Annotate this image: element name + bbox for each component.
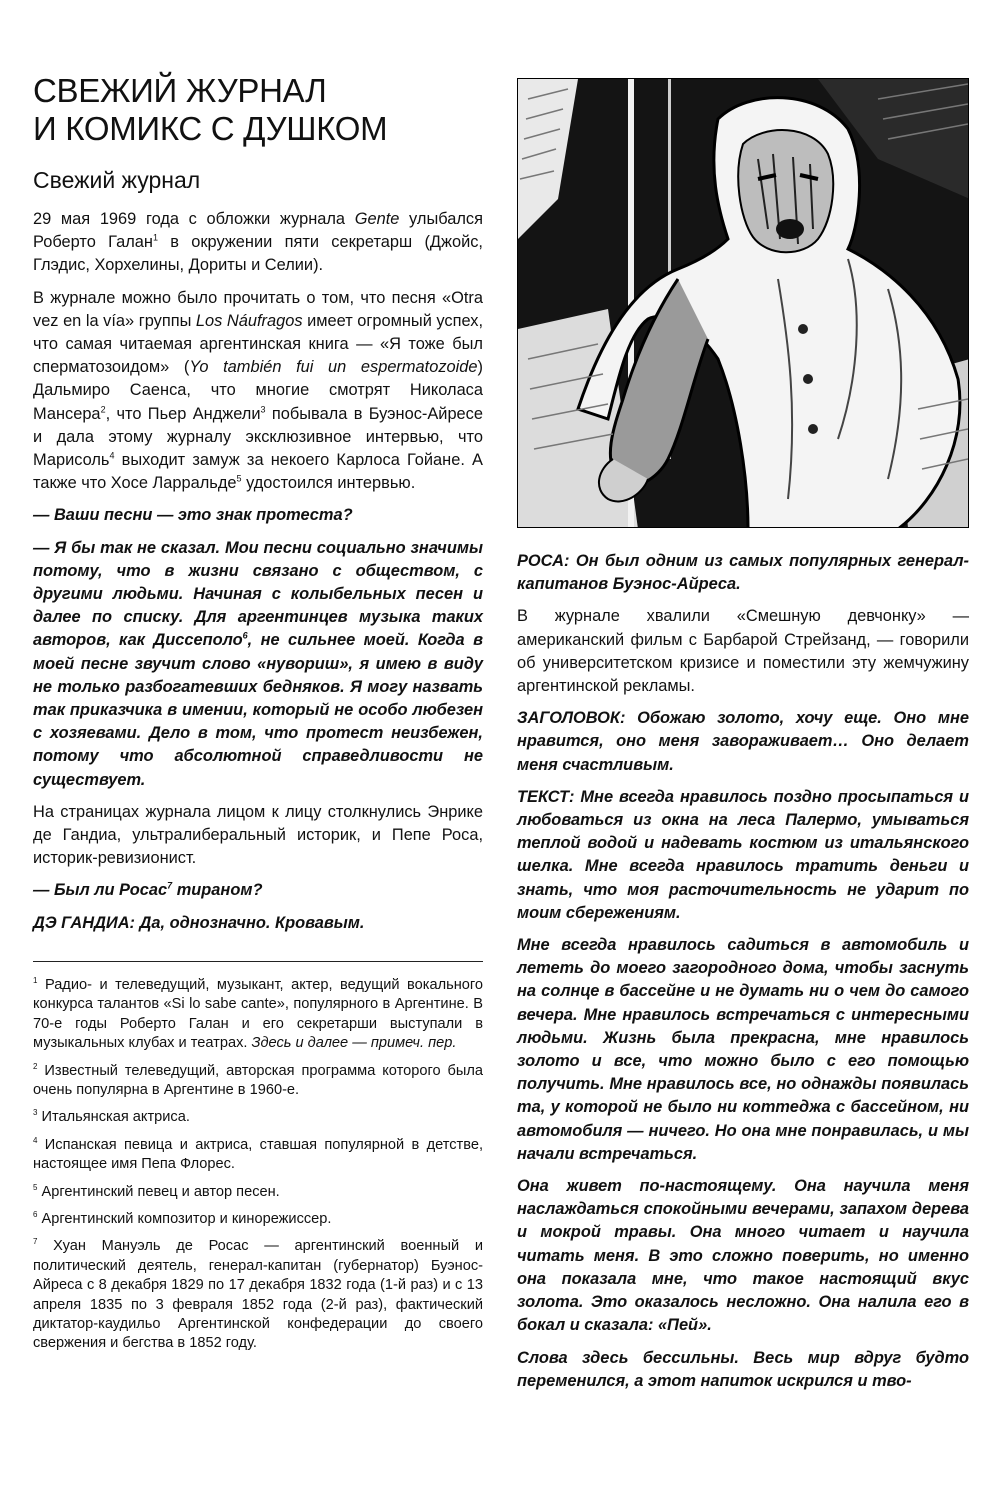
footnote-5: $^5$ Аргентинский певец и автор песен. (33, 1182, 280, 1200)
footnote-ref-1: 1 (152, 232, 158, 243)
footnote-ref-7: 7 (167, 881, 173, 892)
ad-text-2: Мне всегда нравилось садиться в автомобиль и лететь до моего загородного дома, чтобы заснуть на солнце в бассейне и не думать ни о чем до самого вечера. Мне нравилось встречаться с интересными людьми. Жизнь была прекрасна, мне нравилось золото и все, что можно было с его помощью получить. Мне нравилось все, но однажды появилась та, у которой не было ни коттеджа с бассейном, ни автомобиля — ничего. Но она мне понравилась, и мы начали встречаться. (517, 936, 969, 1163)
paragraph-magazine-praise: В журнале хвалили «Смешную девчонку» — американский фильм с Барбарой Стрейзанд, — говорили об университетском кризисе и поместили эту жемчужину аргентинской рекламы. (517, 607, 969, 696)
footnote-4: $^4$ Испанская певица и актриса, ставшая популярной в детстве, настоящее имя Пепа Флорес. (33, 1135, 483, 1173)
footnote-ref-4: 4 (109, 450, 115, 461)
chapter-title (33, 72, 483, 148)
paragraph-magazine-contents: В журнале можно было прочитать о том, что песня «Otra vez en la vía» группы Los Náufragos имеет огромный успех, что самая читаемая аргентинская книга — «Я тоже был сперматозоидом» (Yo también fui un espermatozoide) Дальмиро Саенса, что многие смотрят Николаса Мансера$^2$, что Пьер Анджели$^3$ побывала в Буэнос-Айресе и дала этому журналу эксклюзивное интервью, что Марисоль$^4$ выходит замуж за некоего Карлоса Гойане. А также что Хосе Ларральде$^5$ удостоился интервью. (33, 288, 483, 493)
footnote-6: $^6$ Аргентинский композитор и кинорежиссер. (33, 1210, 332, 1227)
left-column (33, 72, 483, 1362)
chapter-title-line-1: СВЕЖИЙ ЖУРНАЛ (33, 72, 327, 109)
interview-answer-1: — Я бы так не сказал. Мои песни социально значимы потому, что в жизни связано с обществом, с другими людьми. Начиная с колыбельных песен и далее по списку. Для аргентинцев музыка таких авторов, как Диссеполо$^6$, не сильнее моей. Когда в моей песне звучит слово «нувориш», я имею в виду не только разбогатевших бедняков. Я могу назвать так приказчика в имении, который не особо любезен с хозяевами. Дело в том, что протест неизбежен, потому что абсолютной справедливости не существует. (33, 538, 483, 789)
ad-text-1: ТЕКСТ: Мне всегда нравилось поздно просыпаться и любоваться из окна на леса Палермо, умываться теплой водой и надевать костюм из итальянского шелка. Мне всегда нравилось тратить деньги и знать, что моя расточительность не ударит по моим сбережениям. (517, 787, 969, 922)
footnote-2: $^2$ Известный телеведущий, авторская программа которого была очень популярна в Аргентине в 1960-е. (33, 1061, 483, 1098)
footnote-ref-5: 5 (236, 473, 242, 484)
paragraph-gente-cover: 29 мая 1969 года с обложки журнала Gente улыбался Роберто Галан$^1$ в окружении пяти секретарш (Джойс, Глэдис, Хорхелины, Дориты и Селии). (33, 210, 483, 275)
paragraph-debate-intro: На страницах журнала лицом к лицу столкнулись Энрике де Гандиа, ультралиберальный историк, и Пепе Роса, историк-ревизионист. (33, 802, 483, 868)
comic-illustration-drawing (518, 79, 969, 528)
footnote-ref-3: 3 (260, 404, 266, 415)
rosa-answer: РОСА: Он был одним из самых популярных генерал-капитанов Буэнос-Айреса. (517, 552, 969, 594)
footnotes (33, 976, 483, 1354)
interview-question-2: — Был ли Росас$^7$ тираном? (33, 881, 263, 900)
footnote-3: $^3$ Итальянская актриса. (33, 1108, 190, 1126)
interview-question-1: — Ваши песни — это знак протеста? (33, 506, 353, 525)
chapter-title-line-2: И КОМИКС С ДУШКОМ (33, 110, 388, 147)
footnote-ref-2: 2 (100, 404, 106, 415)
section-subtitle: Свежий журнал (33, 167, 201, 193)
ad-text-3: Она живет по-настоящему. Она научила меня наслаждаться спокойными вечерами, запахом дерева и мокрой травы. Она много читает и научила читать меня. В это сложно поверить, но именно она показала мне, что такое настоящий вкус золота. Это оказалось несложно. Она налила его в бокал и сказала: «Пей». (517, 1177, 969, 1335)
comic-illustration (517, 78, 969, 528)
footnote-divider (33, 961, 483, 962)
interview-answer-2: ДЭ ГАНДИА: Да, однозначно. Кровавым. (33, 913, 365, 932)
footnote-ref-6: 6 (242, 630, 248, 641)
footnote-7: $^7$ Хуан Мануэль де Росас — аргентинский военный и политический деятель, генерал-капитан (губернатор) Буэнос-Айреса с 8 декабря 1829 по 17 декабря 1832 года (1-й раз) и с 13 апреля 1835 по 3 февраля 1852 года (2-й раз), фактический диктатор-каудильо Аргентинской конфедерации до своего свержения и бегства в 1852 году. (33, 1237, 483, 1352)
right-column (517, 78, 969, 1402)
ad-headline: ЗАГОЛОВОК: Обожаю золото, хочу еще. Оно мне нравится, оно меня завораживает… Оно делает меня счастливым. (517, 709, 969, 774)
ad-text-4: Слова здесь бессильны. Весь мир вдруг будто переменился, а этот напиток искрился и тво- (517, 1348, 969, 1390)
footnote-1: $^1$ Радио- и телеведущий, музыкант, актер, ведущий вокального конкурса талантов «Si lo sabe cante», популярного в Аргентине. В 70-е годы Роберто Галан и его секретарши выступали в музыкальных клубах и театрах. Здесь и далее — примеч. пер. (33, 976, 483, 1052)
